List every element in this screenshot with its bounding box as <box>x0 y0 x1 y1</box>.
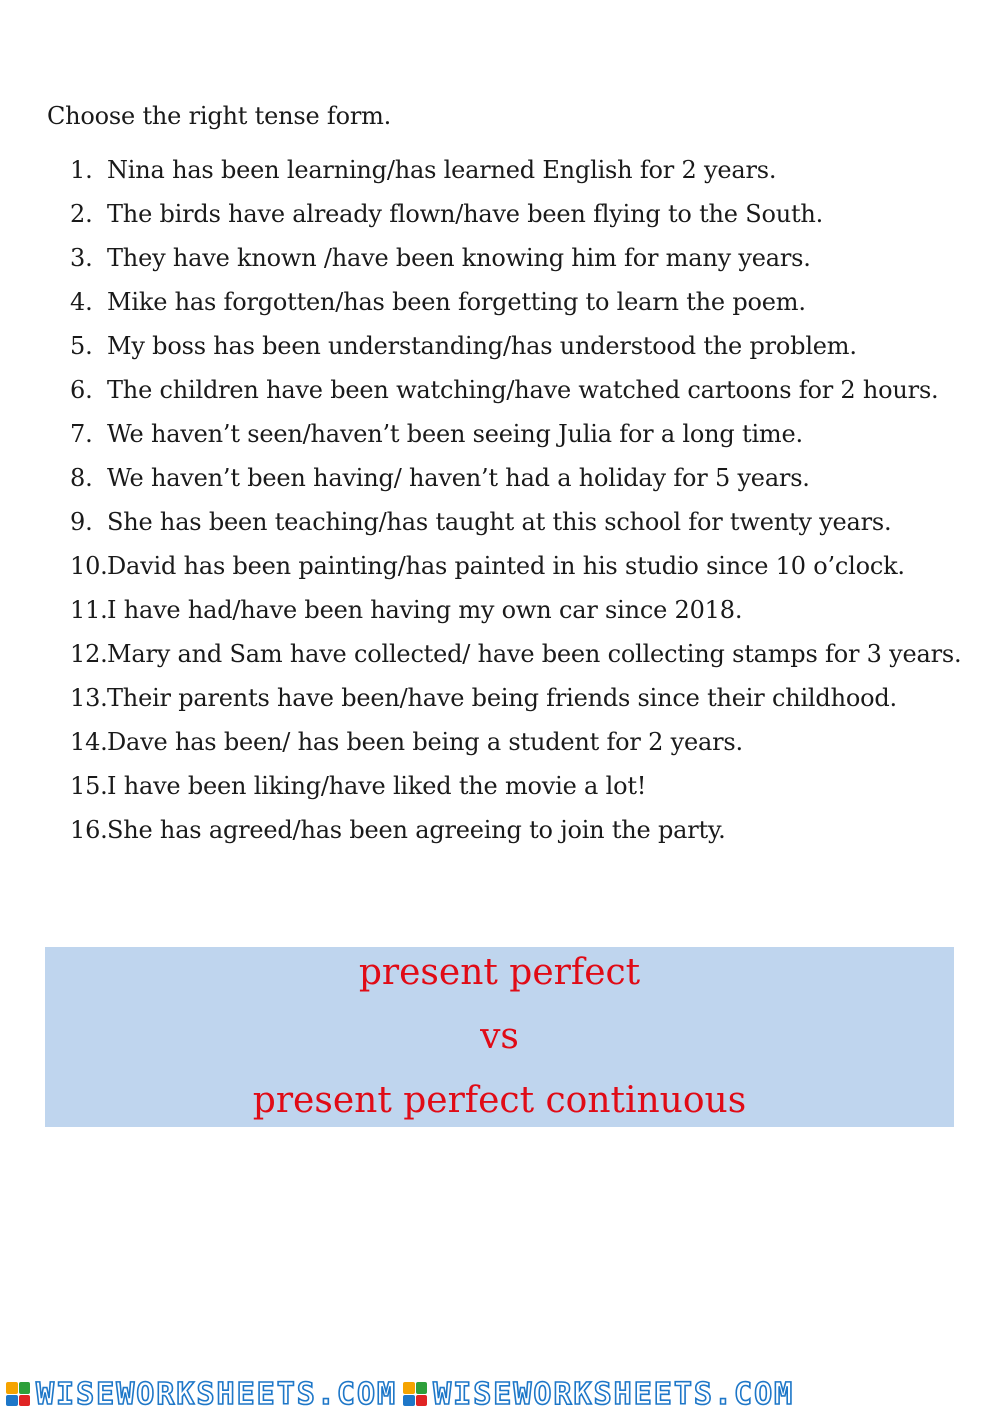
item-sentence: My boss has been understanding/has understood the problem. <box>107 332 857 360</box>
item-sentence: Their parents have been/have being friends since their childhood. <box>107 684 897 712</box>
item-number: 10. <box>70 552 108 580</box>
item-number: 8. <box>70 464 93 492</box>
item-sentence: Nina has been learning/has learned English for 2 years. <box>107 156 777 184</box>
watermark <box>0 1375 397 1413</box>
exercise-list <box>70 153 970 857</box>
list-item <box>70 373 970 417</box>
item-sentence: I have had/have been having my own car since 2018. <box>107 596 743 624</box>
list-item <box>70 769 970 813</box>
item-number: 13. <box>70 684 108 712</box>
item-sentence: She has agreed/has been agreeing to join the party. <box>107 816 726 844</box>
list-item <box>70 153 970 197</box>
item-number: 5. <box>70 332 93 360</box>
list-item <box>70 681 970 725</box>
title-banner <box>45 947 954 1127</box>
instruction-text: Choose the right tense form. <box>47 102 392 130</box>
watermark-logo-icon <box>6 1382 30 1406</box>
list-item <box>70 725 970 769</box>
item-number: 12. <box>70 640 108 668</box>
list-item <box>70 285 970 329</box>
banner-title-line-2: vs <box>480 1016 519 1057</box>
item-number: 11. <box>70 596 108 624</box>
item-sentence: We haven’t been having/ haven’t had a holiday for 5 years. <box>107 464 810 492</box>
watermark-text: WISEWORKSHEETS.COM <box>433 1376 795 1412</box>
item-number: 14. <box>70 728 108 756</box>
watermark-text: WISEWORKSHEETS.COM <box>36 1376 398 1412</box>
item-sentence: I have been liking/have liked the movie a lot! <box>107 772 647 800</box>
list-item <box>70 813 970 857</box>
item-number: 16. <box>70 816 108 844</box>
list-item <box>70 593 970 637</box>
list-item <box>70 549 970 593</box>
item-sentence: David has been painting/has painted in his studio since 10 o’clock. <box>107 552 905 580</box>
watermark-logo-icon <box>403 1382 427 1406</box>
watermark <box>397 1375 794 1413</box>
item-number: 7. <box>70 420 93 448</box>
item-sentence: We haven’t seen/haven’t been seeing Julia for a long time. <box>107 420 803 448</box>
item-sentence: She has been teaching/has taught at this school for twenty years. <box>107 508 892 536</box>
list-item <box>70 461 970 505</box>
list-item <box>70 637 970 681</box>
item-sentence: They have known /have been knowing him for many years. <box>107 244 811 272</box>
list-item <box>70 329 970 373</box>
watermark-footer <box>0 1375 1000 1413</box>
item-number: 3. <box>70 244 93 272</box>
item-number: 6. <box>70 376 93 404</box>
item-number: 15. <box>70 772 108 800</box>
list-item <box>70 241 970 285</box>
item-sentence: The children have been watching/have watched cartoons for 2 hours. <box>107 376 939 404</box>
item-sentence: Dave has been/ has been being a student for 2 years. <box>107 728 743 756</box>
item-sentence: Mary and Sam have collected/ have been collecting stamps for 3 years. <box>107 640 962 668</box>
banner-title-line-1: present perfect <box>358 952 641 993</box>
item-number: 9. <box>70 508 93 536</box>
list-item <box>70 197 970 241</box>
item-number: 2. <box>70 200 93 228</box>
item-sentence: Mike has forgotten/has been forgetting to learn the poem. <box>107 288 806 316</box>
list-item <box>70 417 970 461</box>
item-number: 1. <box>70 156 93 184</box>
item-sentence: The birds have already flown/have been flying to the South. <box>107 200 824 228</box>
banner-title-line-3: present perfect continuous <box>252 1080 747 1121</box>
item-number: 4. <box>70 288 93 316</box>
list-item <box>70 505 970 549</box>
